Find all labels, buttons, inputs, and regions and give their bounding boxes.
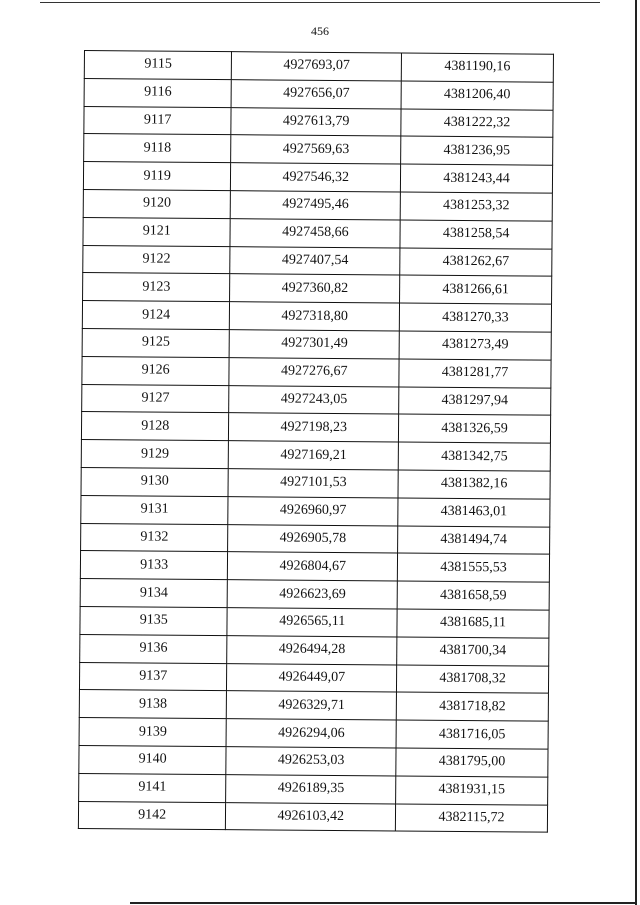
table-row (81, 412, 550, 443)
x-coordinate-cell: 4927301,49 (230, 330, 400, 359)
point-number-cell: 9133 (80, 551, 228, 580)
point-number-cell: 9117 (84, 106, 232, 135)
table-row (79, 745, 548, 776)
y-coordinate-cell: 4381258,54 (400, 220, 552, 249)
y-coordinate-cell: 4381931,15 (396, 776, 548, 805)
point-number-cell: 9124 (82, 301, 230, 330)
y-coordinate-cell: 4382115,72 (395, 803, 547, 832)
table-row (83, 162, 552, 193)
point-number-cell: 9140 (79, 745, 227, 774)
point-number-cell: 9132 (81, 523, 229, 552)
y-coordinate-cell: 4381342,75 (398, 442, 550, 471)
y-coordinate-cell: 4381266,61 (400, 275, 552, 304)
y-coordinate-cell: 4381326,59 (399, 414, 551, 443)
table-row (83, 189, 552, 220)
scan-edge-right (635, 0, 637, 905)
point-number-cell: 9121 (83, 217, 231, 246)
point-number-cell: 9138 (79, 690, 227, 719)
point-number-cell: 9125 (82, 328, 230, 357)
y-coordinate-cell: 4381206,40 (401, 81, 553, 110)
y-coordinate-cell: 4381236,95 (401, 136, 553, 165)
y-coordinate-cell: 4381718,82 (396, 692, 548, 721)
x-coordinate-cell: 4927546,32 (231, 163, 401, 192)
x-coordinate-cell: 4927318,80 (230, 302, 400, 331)
x-coordinate-cell: 4927495,46 (231, 191, 401, 220)
y-coordinate-cell: 4381463,01 (398, 498, 550, 527)
scan-edge-top (40, 2, 600, 3)
table-row (83, 217, 552, 248)
y-coordinate-cell: 4381494,74 (398, 526, 550, 555)
point-number-cell: 9116 (84, 78, 232, 107)
y-coordinate-cell: 4381273,49 (399, 331, 551, 360)
table-row (80, 606, 549, 637)
table-row (79, 773, 548, 804)
table-row (82, 384, 551, 415)
y-coordinate-cell: 4381262,67 (400, 248, 552, 277)
x-coordinate-cell: 4926565,11 (227, 608, 397, 637)
point-number-cell: 9139 (79, 718, 227, 747)
table-row (79, 690, 548, 721)
table-row (83, 273, 552, 304)
table-row (80, 634, 549, 665)
point-number-cell: 9142 (78, 801, 226, 830)
x-coordinate-cell: 4927169,21 (229, 441, 399, 470)
x-coordinate-cell: 4926103,42 (226, 802, 396, 831)
y-coordinate-cell: 4381243,44 (400, 164, 552, 193)
table-row (78, 801, 547, 832)
point-number-cell: 9118 (84, 134, 232, 163)
y-coordinate-cell: 4381270,33 (399, 303, 551, 332)
point-number-cell: 9115 (84, 51, 232, 80)
x-coordinate-cell: 4927656,07 (231, 79, 401, 108)
y-coordinate-cell: 4381708,32 (397, 665, 549, 694)
table-row (84, 51, 553, 82)
point-number-cell: 9120 (83, 189, 231, 218)
table-row (81, 440, 550, 471)
x-coordinate-cell: 4927243,05 (229, 385, 399, 414)
point-number-cell: 9141 (79, 773, 227, 802)
point-number-cell: 9131 (81, 495, 229, 524)
point-number-cell: 9122 (83, 245, 231, 274)
point-number-cell: 9134 (80, 579, 228, 608)
table-row (80, 551, 549, 582)
x-coordinate-cell: 4927613,79 (231, 107, 401, 136)
y-coordinate-cell: 4381253,32 (400, 192, 552, 221)
y-coordinate-cell: 4381795,00 (396, 748, 548, 777)
table-row (82, 356, 551, 387)
point-number-cell: 9129 (81, 440, 229, 469)
table-row (83, 245, 552, 276)
table-row (81, 467, 550, 498)
table-row (80, 579, 549, 610)
x-coordinate-cell: 4927360,82 (230, 274, 400, 303)
x-coordinate-cell: 4926253,03 (226, 747, 396, 776)
x-coordinate-cell: 4926189,35 (226, 774, 396, 803)
y-coordinate-cell: 4381382,16 (398, 470, 550, 499)
coordinates-table-body (78, 51, 553, 833)
point-number-cell: 9126 (82, 356, 230, 385)
table-row (82, 328, 551, 359)
x-coordinate-cell: 4926294,06 (226, 719, 396, 748)
y-coordinate-cell: 4381297,94 (399, 387, 551, 416)
y-coordinate-cell: 4381222,32 (401, 109, 553, 138)
y-coordinate-cell: 4381190,16 (401, 53, 553, 82)
x-coordinate-cell: 4927101,53 (228, 469, 398, 498)
x-coordinate-cell: 4927693,07 (232, 52, 402, 81)
point-number-cell: 9127 (82, 384, 230, 413)
x-coordinate-cell: 4926494,28 (227, 635, 397, 664)
page-number: 456 (311, 24, 329, 38)
y-coordinate-cell: 4381716,05 (396, 720, 548, 749)
x-coordinate-cell: 4927569,63 (231, 135, 401, 164)
point-number-cell: 9123 (83, 273, 231, 302)
table-row (81, 495, 550, 526)
x-coordinate-cell: 4926449,07 (227, 663, 397, 692)
x-coordinate-cell: 4926623,69 (228, 580, 398, 609)
point-number-cell: 9119 (83, 162, 231, 191)
point-number-cell: 9135 (80, 606, 228, 635)
point-number-cell: 9137 (79, 662, 227, 691)
scan-edge-bottom (130, 902, 635, 904)
coordinates-table (78, 50, 554, 833)
point-number-cell: 9130 (81, 467, 229, 496)
y-coordinate-cell: 4381555,53 (397, 553, 549, 582)
table-row (81, 523, 550, 554)
y-coordinate-cell: 4381658,59 (397, 581, 549, 610)
table-row (82, 301, 551, 332)
x-coordinate-cell: 4927198,23 (229, 413, 399, 442)
x-coordinate-cell: 4926804,67 (228, 552, 398, 581)
table-row (79, 662, 548, 693)
x-coordinate-cell: 4927276,67 (229, 357, 399, 386)
point-number-cell: 9128 (81, 412, 229, 441)
y-coordinate-cell: 4381685,11 (397, 609, 549, 638)
table-row (84, 78, 553, 109)
x-coordinate-cell: 4927407,54 (230, 246, 400, 275)
x-coordinate-cell: 4927458,66 (230, 218, 400, 247)
y-coordinate-cell: 4381281,77 (399, 359, 551, 388)
y-coordinate-cell: 4381700,34 (397, 637, 549, 666)
x-coordinate-cell: 4926960,97 (228, 496, 398, 525)
x-coordinate-cell: 4926329,71 (227, 691, 397, 720)
table-row (84, 106, 553, 137)
point-number-cell: 9136 (80, 634, 228, 663)
table-row (84, 134, 553, 165)
x-coordinate-cell: 4926905,78 (228, 524, 398, 553)
table-row (79, 718, 548, 749)
